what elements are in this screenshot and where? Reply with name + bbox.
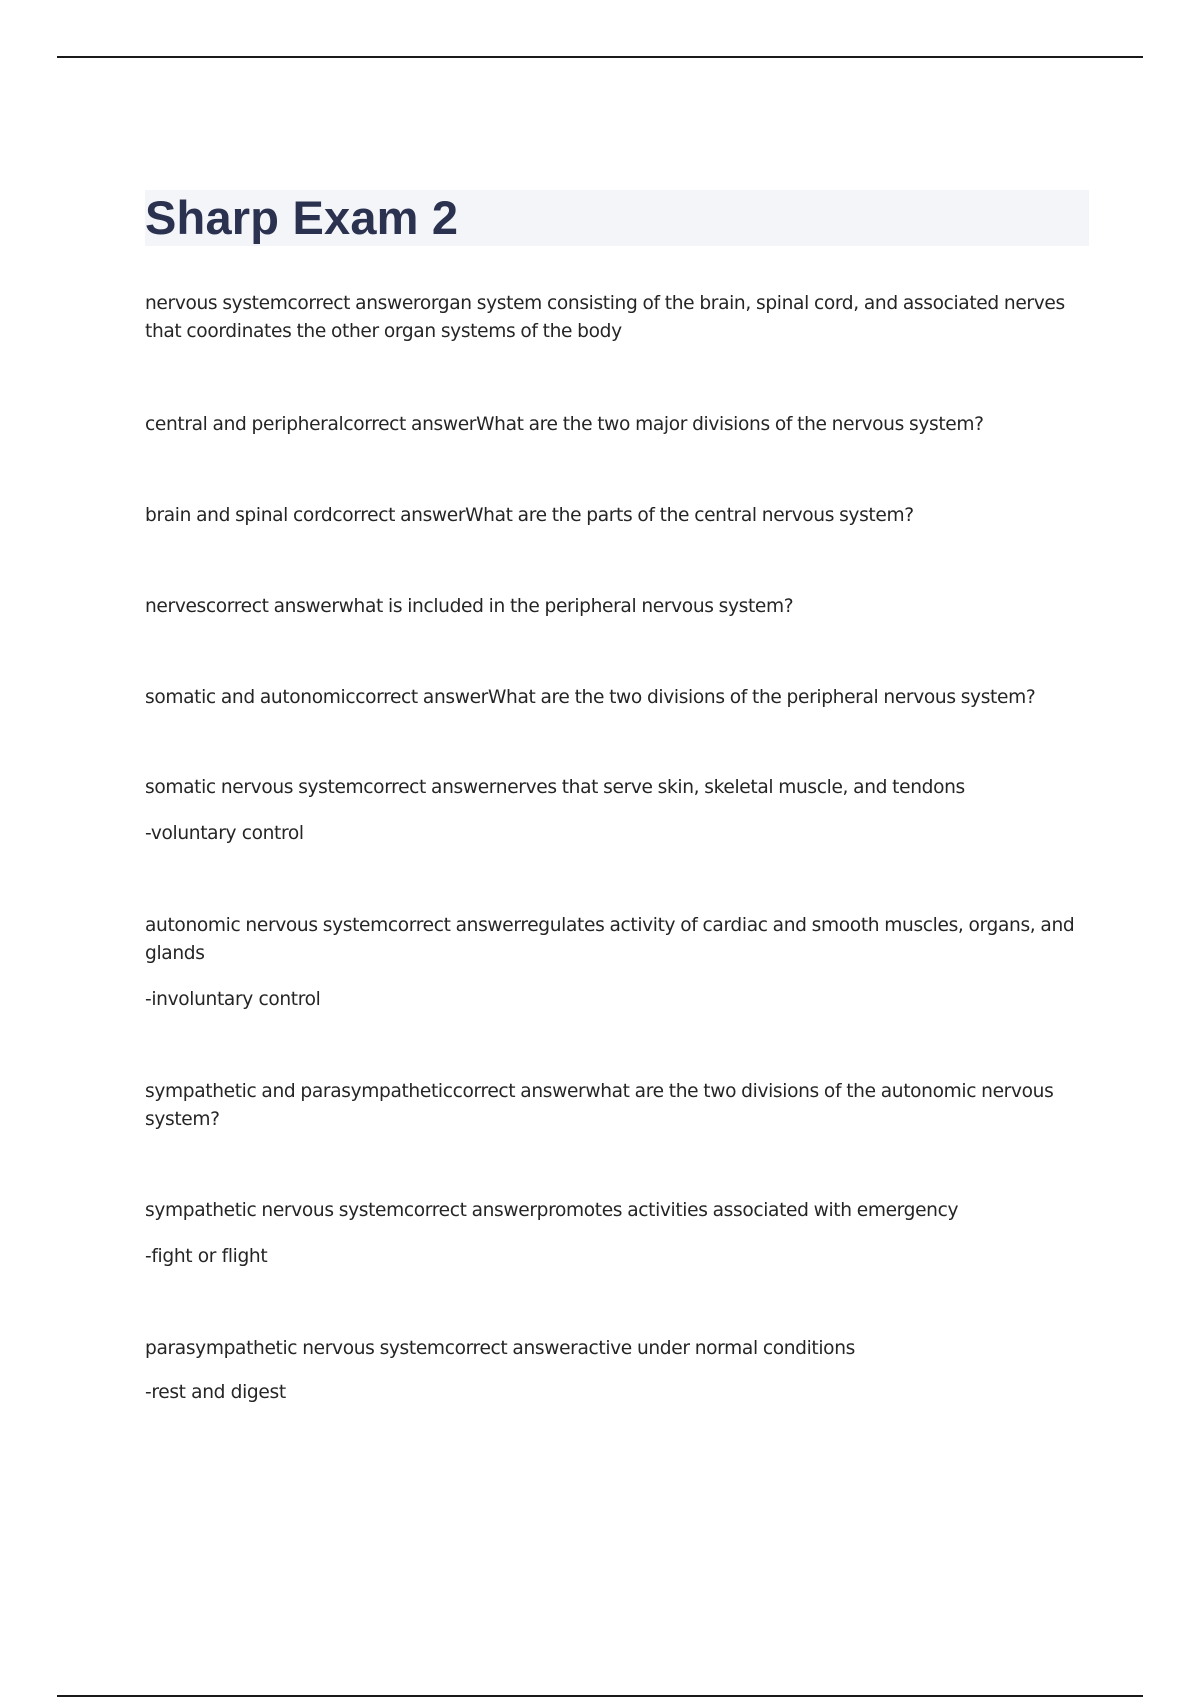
header-rule: [57, 56, 1143, 58]
entry-text-line: somatic and autonomiccorrect answerWhat are the two divisions of the peripheral nervous system?: [145, 687, 1036, 708]
flashcard-entry: [145, 774, 1089, 848]
entry-detail: -voluntary control: [145, 823, 304, 844]
flashcard-entry: [145, 684, 1089, 712]
entry-text-line: that coordinates the other organ systems of the body: [145, 321, 622, 342]
flashcard-entry: [145, 502, 1089, 530]
flashcard-entry: [145, 1197, 1089, 1271]
flashcard-entry: [145, 1078, 1089, 1134]
entry-text-line: autonomic nervous systemcorrect answerregulates activity of cardiac and smooth muscles, organs, and: [145, 915, 1075, 936]
entry-text-line: brain and spinal cordcorrect answerWhat are the parts of the central nervous system?: [145, 505, 914, 526]
entry-text-line: sympathetic nervous systemcorrect answerpromotes activities associated with emergency: [145, 1200, 959, 1221]
entry-detail: -rest and digest: [145, 1382, 286, 1403]
entry-text-line: glands: [145, 943, 205, 964]
flashcard-entry: [145, 593, 1089, 621]
entry-text-line: system?: [145, 1109, 220, 1130]
flashcard-entry: [145, 1335, 1089, 1407]
entry-text-line: central and peripheralcorrect answerWhat are the two major divisions of the nervous system?: [145, 414, 984, 435]
footer-rule: [57, 1695, 1143, 1697]
entry-text-line: parasympathetic nervous systemcorrect answeractive under normal conditions: [145, 1338, 855, 1359]
flashcard-entry: [145, 912, 1089, 1014]
flashcard-entry: [145, 411, 1089, 439]
entry-detail: -involuntary control: [145, 989, 321, 1010]
entry-detail: -fight or flight: [145, 1246, 268, 1267]
entry-text-line: somatic nervous systemcorrect answernerves that serve skin, skeletal muscle, and tendons: [145, 777, 965, 798]
document-title: Sharp Exam 2: [145, 191, 459, 244]
entry-text-line: sympathetic and parasympatheticcorrect answerwhat are the two divisions of the autonomic nervous: [145, 1081, 1054, 1102]
entry-text-line: nervescorrect answerwhat is included in the peripheral nervous system?: [145, 596, 794, 617]
flashcard-entry: [145, 290, 1089, 346]
entry-text-line: nervous systemcorrect answerorgan system consisting of the brain, spinal cord, and associated nerves: [145, 293, 1065, 314]
